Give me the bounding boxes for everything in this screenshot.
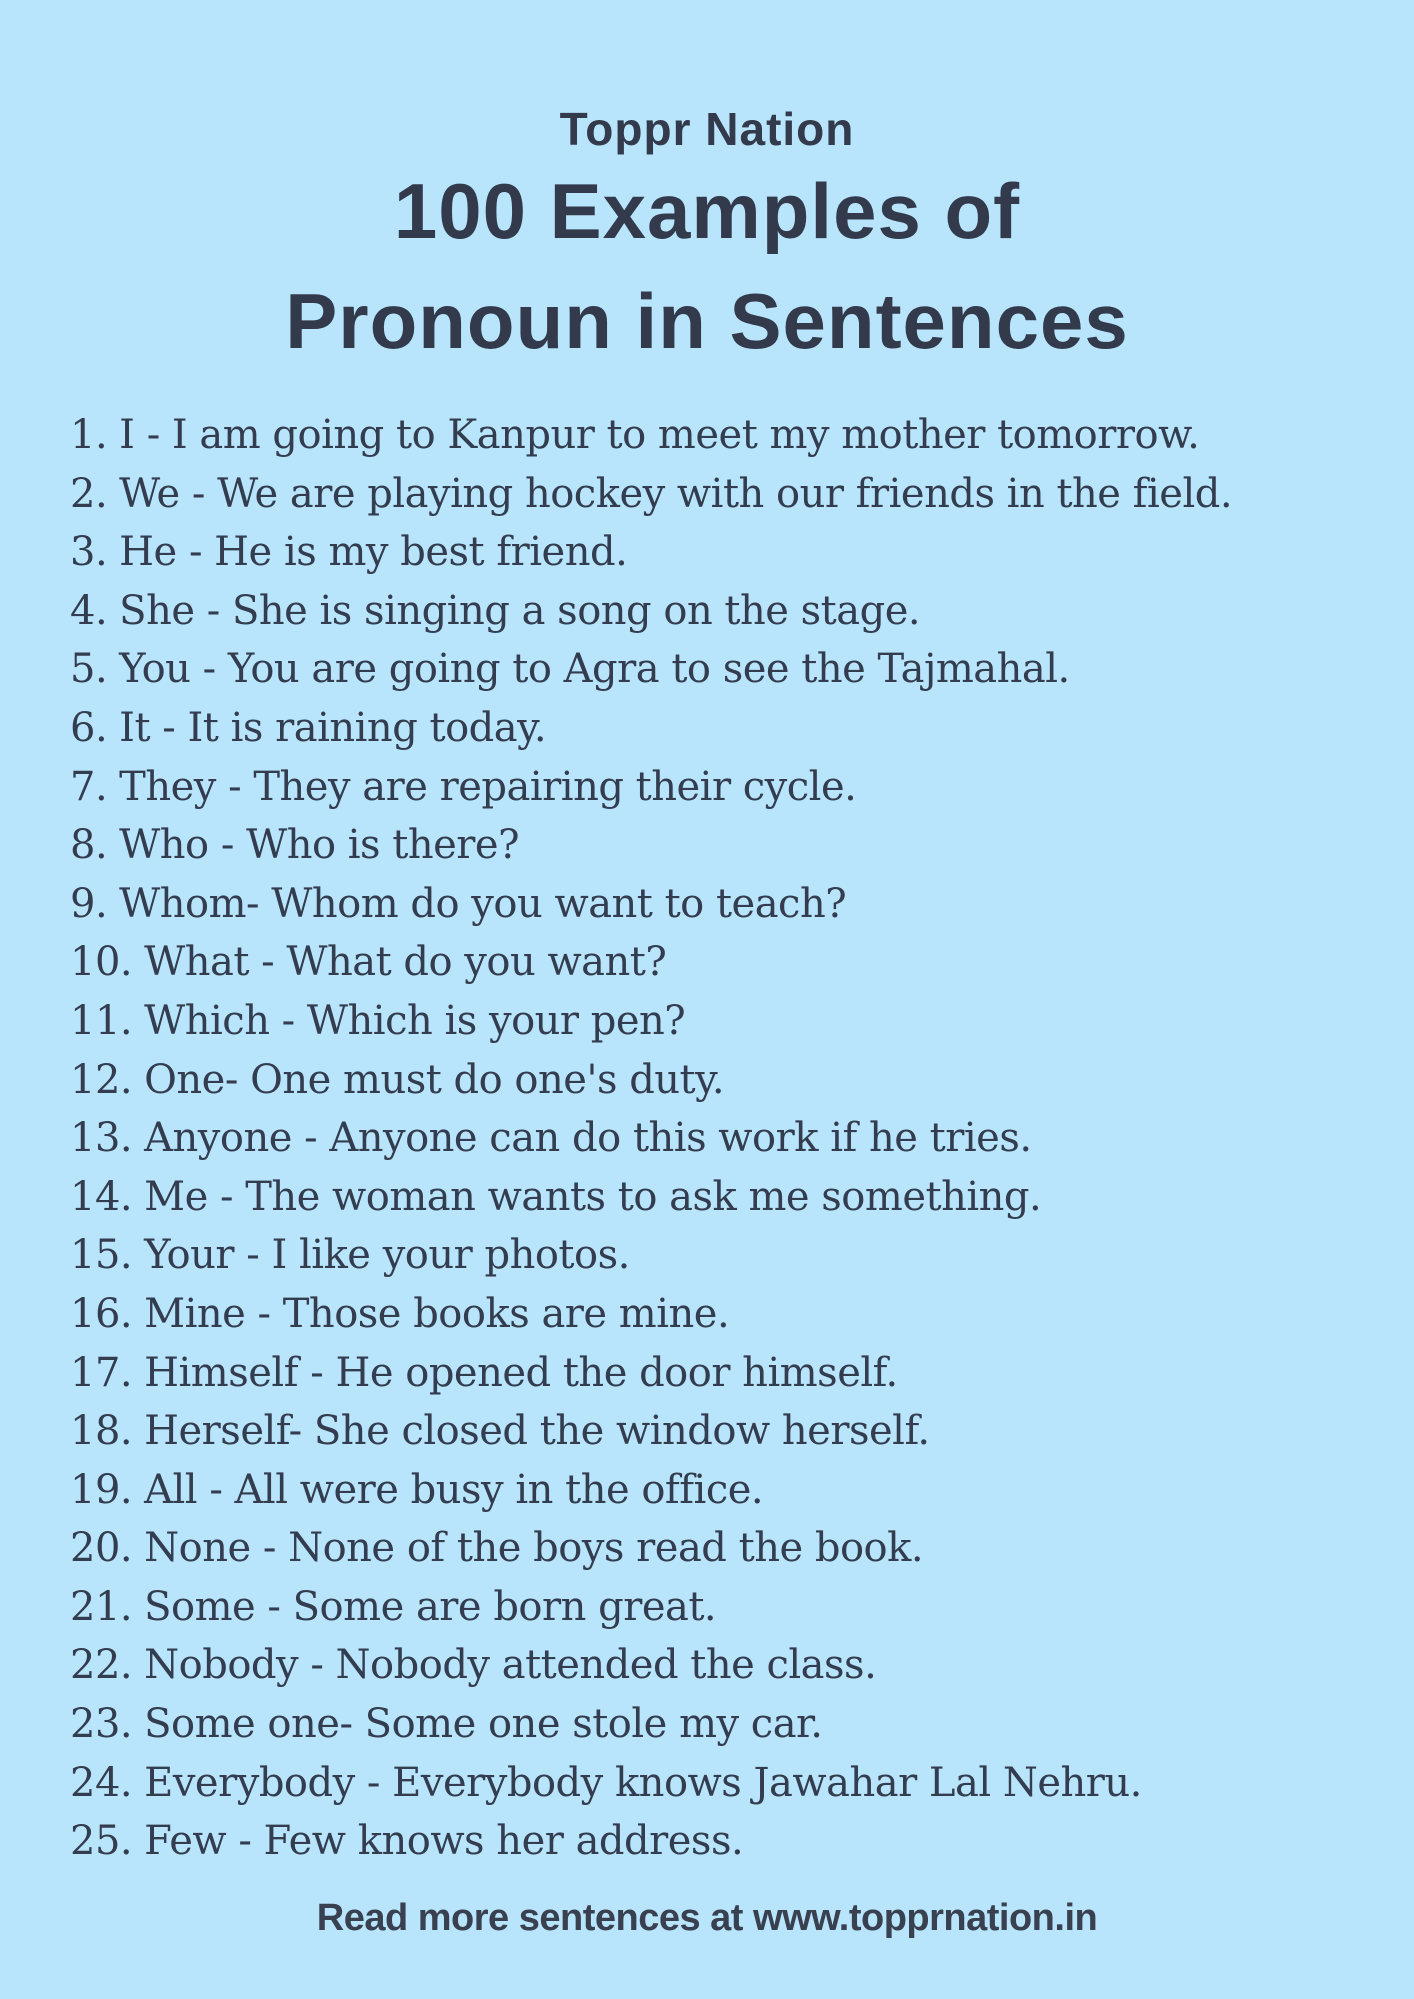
item-number: 7. (70, 763, 108, 810)
item-text: He - He is my best friend. (119, 529, 628, 576)
item-number: 23. (70, 1701, 133, 1748)
item-text: Some one- Some one stole my car. (144, 1701, 823, 1748)
list-item (70, 582, 1404, 641)
list-item (70, 465, 1404, 524)
item-text: It - It is raining today. (119, 704, 547, 751)
list-item (70, 933, 1404, 992)
item-number: 15. (70, 1232, 133, 1279)
item-text: I - I am going to Kanpur to meet my mother tomorrow. (119, 412, 1200, 458)
item-text: Herself- She closed the window herself. (144, 1408, 930, 1455)
list-item (70, 1461, 1404, 1520)
item-number: 3. (70, 529, 108, 576)
item-text: One- One must do one's duty. (144, 1056, 725, 1103)
page-title-line-2: Pronoun in Sentences (285, 277, 1129, 365)
item-text: Mine - Those books are mine. (144, 1290, 730, 1337)
list-item (70, 1226, 1404, 1285)
item-number: 20. (70, 1525, 133, 1572)
footer-text: Read more sentences at www.topprnation.in (316, 1897, 1098, 1939)
item-text: She - She is singing a song on the stage. (119, 587, 921, 634)
item-number: 6. (70, 704, 108, 751)
item-text: All - All were busy in the office. (144, 1466, 764, 1513)
item-text: Nobody - Nobody attended the class. (144, 1642, 877, 1689)
list-item (70, 1109, 1404, 1168)
list-item (70, 1636, 1404, 1695)
list-item (70, 1519, 1404, 1578)
item-text: None - None of the boys read the book. (144, 1525, 924, 1572)
item-text: Everybody - Everybody knows Jawahar Lal Nehru. (144, 1759, 1142, 1806)
brand-name: Toppr Nation (559, 103, 855, 155)
list-item (70, 1754, 1404, 1813)
list-item (70, 1168, 1404, 1227)
page-title-line-1: 100 Examples of (393, 167, 1021, 255)
item-text: Who - Who is there? (119, 822, 520, 869)
list-item (70, 1402, 1404, 1461)
list-item (70, 699, 1404, 758)
item-number: 21. (70, 1583, 133, 1630)
list-item (70, 875, 1404, 934)
item-text: Anyone - Anyone can do this work if he tries. (144, 1115, 1032, 1162)
item-number: 13. (70, 1115, 133, 1162)
list-item (70, 1344, 1404, 1403)
item-number: 2. (70, 470, 108, 517)
item-text: We - We are playing hockey with our friends in the field. (119, 470, 1233, 517)
item-text: What - What do you want? (144, 939, 667, 986)
item-text: Your - I like your photos. (144, 1232, 630, 1279)
list-item (70, 523, 1404, 582)
list-item (70, 1285, 1404, 1344)
list-item (70, 406, 1404, 465)
item-number: 17. (70, 1349, 133, 1396)
item-text: You - You are going to Agra to see the Tajmahal. (119, 646, 1070, 693)
list-item (70, 1695, 1404, 1754)
list-item (70, 1051, 1404, 1110)
item-number: 16. (70, 1290, 133, 1337)
item-text: Himself - He opened the door himself. (144, 1349, 898, 1396)
list-item (70, 1812, 1404, 1871)
item-number: 1. (70, 412, 108, 458)
item-number: 8. (70, 822, 108, 869)
item-number: 24. (70, 1759, 133, 1806)
list-item (70, 758, 1404, 817)
item-text: Whom- Whom do you want to teach? (119, 880, 847, 927)
list-item (70, 816, 1404, 875)
item-number: 10. (70, 939, 133, 986)
item-text: Few - Few knows her address. (144, 1818, 744, 1865)
item-number: 5. (70, 646, 108, 693)
item-number: 22. (70, 1642, 133, 1689)
item-number: 12. (70, 1056, 133, 1103)
list-item (70, 1578, 1404, 1637)
item-number: 25. (70, 1818, 133, 1865)
item-number: 18. (70, 1408, 133, 1455)
item-text: Which - Which is your pen? (144, 997, 686, 1044)
item-number: 19. (70, 1466, 133, 1513)
item-number: 14. (70, 1173, 133, 1220)
item-text: They - They are repairing their cycle. (119, 763, 857, 810)
item-text: Some - Some are born great. (144, 1583, 717, 1630)
item-number: 9. (70, 880, 108, 927)
item-number: 11. (70, 997, 133, 1044)
item-number: 4. (70, 587, 108, 634)
item-text: Me - The woman wants to ask me something. (144, 1173, 1042, 1220)
list-item (70, 992, 1404, 1051)
list-item (70, 640, 1404, 699)
pronoun-example-list (70, 406, 1404, 1871)
